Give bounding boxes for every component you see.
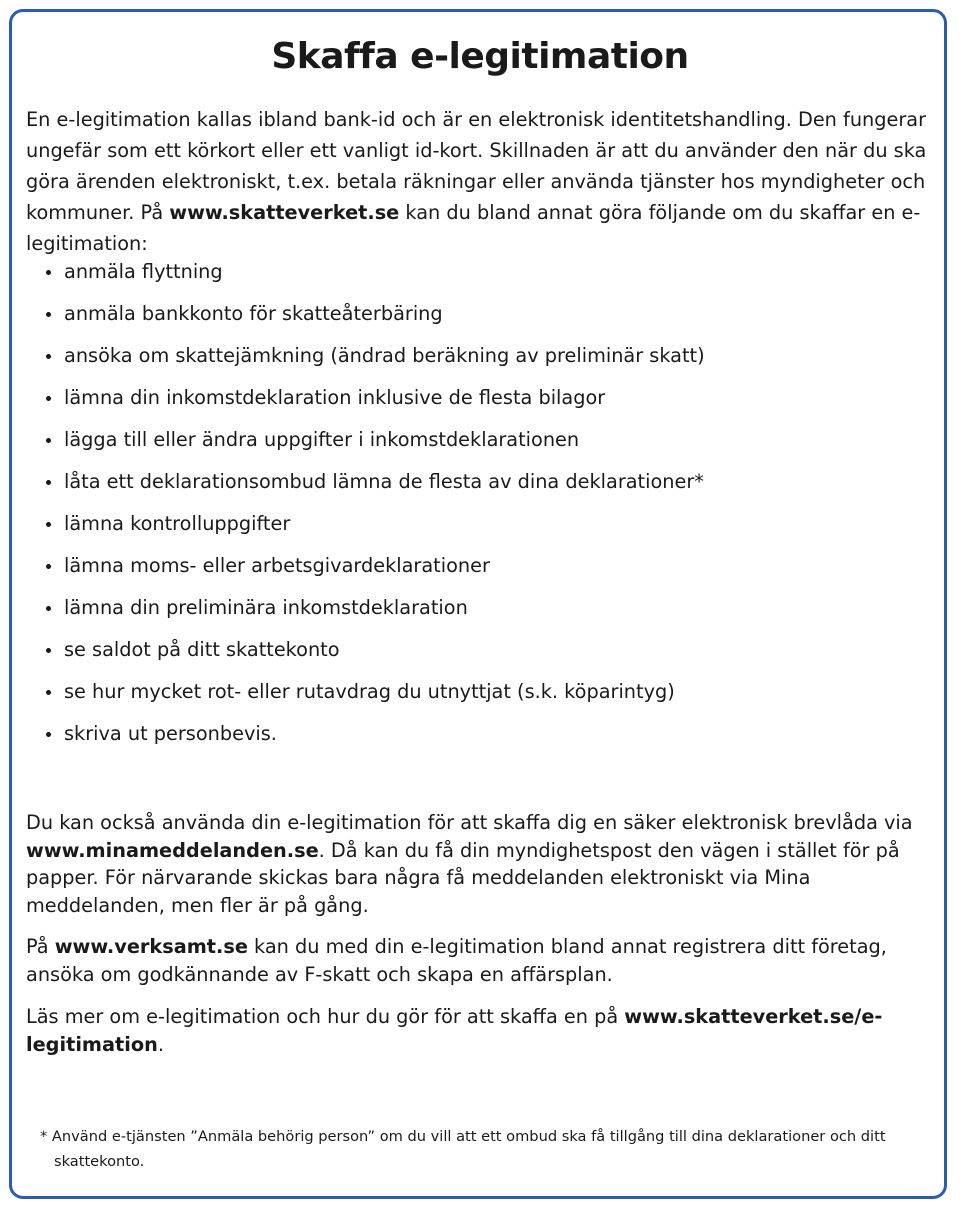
verksamt-paragraph [26, 933, 941, 988]
bullet-icon [46, 522, 51, 527]
bullet-icon [46, 396, 51, 401]
bullet-icon [46, 312, 51, 317]
bullet-icon [46, 564, 51, 569]
intro-text-end: kan du bland annat göra följande om du skaffar en e-legitimation: [26, 201, 921, 255]
list-item [26, 426, 926, 468]
bullet-icon [46, 606, 51, 611]
verksamt-link[interactable]: www.verksamt.se [54, 935, 248, 958]
intro-text-start: En e-legitimation kallas ibland bank-id och är en elektronisk identitetshandling. Den fungerar ungefär som ett körkort eller ett vanligt id-kort. Skillnaden är att du använder den när du ska göra ärenden elektroniskt, t.ex. betala räkningar eller använda tjänster hos myndigheter och kommuner. På [26, 108, 927, 224]
mina-meddelanden-paragraph [26, 809, 941, 919]
list-item-label: skriva ut personbevis. [64, 722, 277, 745]
list-item [26, 342, 926, 384]
list-item [26, 258, 926, 300]
list-item-label: lämna din preliminära inkomstdeklaration [64, 596, 468, 619]
list-item [26, 720, 926, 762]
skatteverket-link[interactable]: www.skatteverket.se [169, 201, 400, 224]
list-item-label: lämna din inkomstdeklaration inklusive de flesta bilagor [64, 386, 606, 409]
bullet-icon [46, 354, 51, 359]
list-item [26, 636, 926, 678]
list-item [26, 594, 926, 636]
page-title: Skaffa e-legitimation [271, 36, 689, 77]
bullet-icon [46, 732, 51, 737]
list-item [26, 468, 926, 510]
list-item-label: lämna moms- eller arbetsgivardeklarationer [64, 554, 490, 577]
list-item-label: lägga till eller ändra uppgifter i inkomstdeklarationen [64, 428, 580, 451]
read-more-paragraph [26, 1003, 941, 1058]
paragraph-text-start: Du kan också använda din e-legitimation för att skaffa dig en säker elektronisk brevlåda via [26, 811, 913, 834]
bullet-icon [46, 690, 51, 695]
list-item [26, 678, 926, 720]
bullet-icon [46, 270, 51, 275]
minameddelanden-link[interactable]: www.minameddelanden.se [26, 838, 319, 862]
list-item-label: ansöka om skattejämkning (ändrad beräkning av preliminär skatt) [64, 344, 705, 367]
list-item-label: se hur mycket rot- eller rutavdrag du utnyttjat (s.k. köparintyg) [64, 680, 675, 703]
list-item-label: låta ett deklarationsombud lämna de flesta av dina deklarationer* [64, 470, 704, 493]
bullet-icon [46, 480, 51, 485]
list-item-label: anmäla bankkonto för skatteåterbäring [64, 302, 443, 325]
paragraph-text-end: . [157, 1032, 164, 1056]
list-item [26, 384, 926, 426]
paragraph-text-end: . Då kan du få din myndighetspost den vägen i stället för på papper. För närvarande skickas bara några få meddelanden elektroniskt via Mina meddelanden, men fler är på gång. [26, 838, 900, 917]
list-item [26, 552, 926, 594]
list-item-label: se saldot på ditt skattekonto [64, 638, 340, 661]
list-item-label: anmäla flyttning [64, 260, 223, 283]
e-service-list [26, 258, 926, 762]
list-item [26, 510, 926, 552]
e-legitimation-link[interactable]: www.skatteverket.se/e-legitimation [26, 1005, 883, 1056]
paragraph-text-start: Läs mer om e-legitimation och hur du gör för att skaffa en på [26, 1005, 625, 1028]
paragraph-text-start: På [26, 935, 55, 958]
list-item-label: lämna kontrolluppgifter [64, 512, 291, 535]
bullet-icon [46, 438, 51, 443]
intro-paragraph [26, 104, 941, 259]
list-item [26, 300, 926, 342]
bullet-icon [46, 648, 51, 653]
paragraph-text-end: kan du med din e-legitimation bland annat registrera ditt företag, ansöka om godkännande av F-skatt och skapa en affärsplan. [26, 935, 887, 986]
footnote: * Använd e-tjänsten ”Anmäla behörig person” om du vill att ett ombud ska få tillgång till dina deklarationer och ditt skattekonto. [40, 1128, 886, 1170]
